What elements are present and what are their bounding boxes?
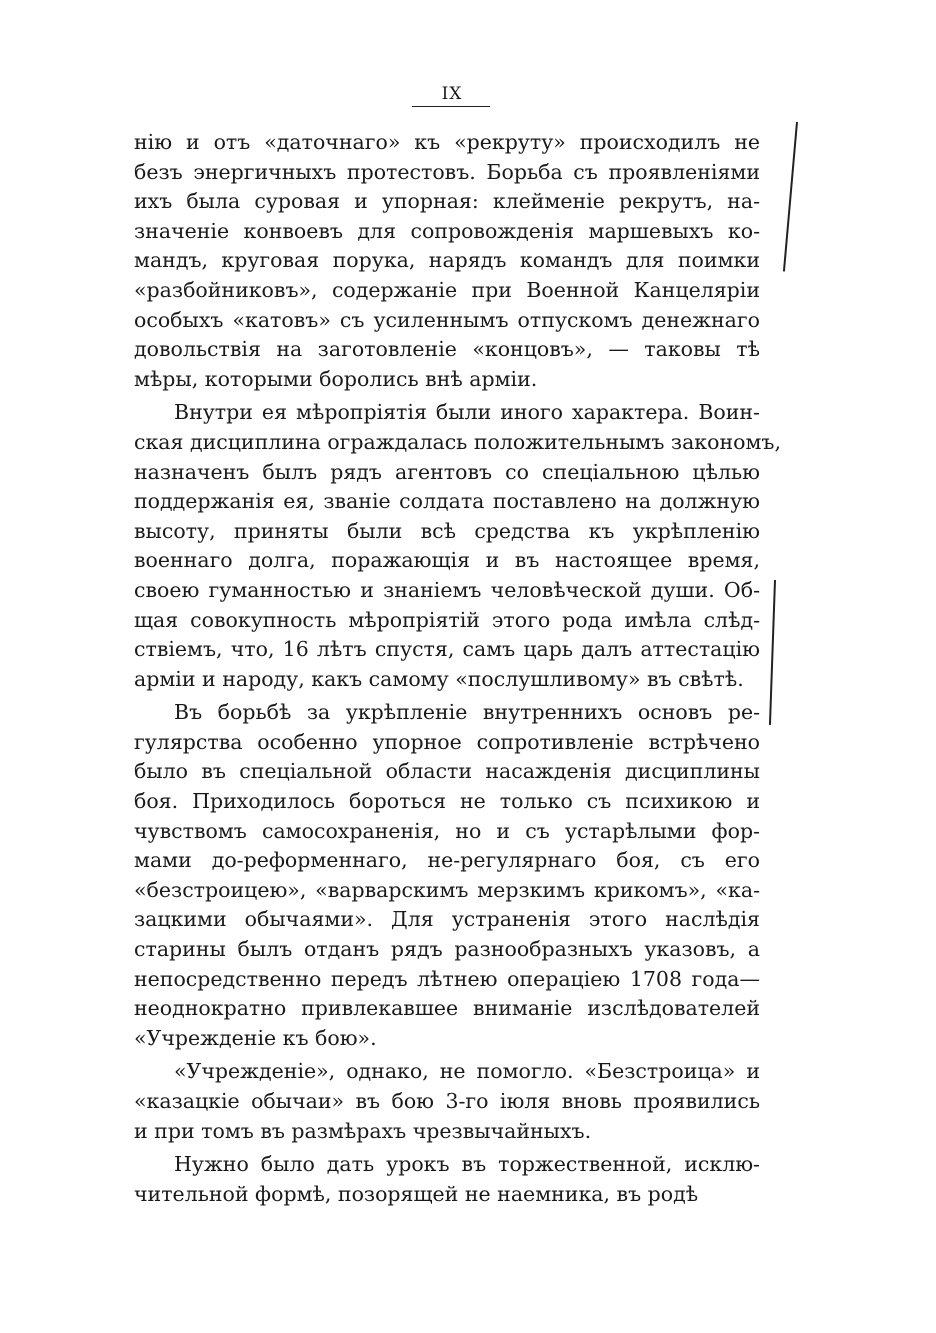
text-line: щая совокупность мѣропріятій этого рода имѣла слѣд- (134, 607, 760, 632)
text-line: «Учрежденіе», однако, не помогло. «Безстроица» и (174, 1059, 760, 1084)
text-line: значеніе конвоевъ для сопровожденія маршевыхъ ко- (134, 218, 760, 243)
text-line: «Учрежденіе къ бою». (134, 1025, 377, 1050)
text-line: ская дисциплина ограждалась положительнымъ закономъ, (134, 429, 781, 454)
paragraph (134, 398, 781, 694)
text-line: и при томъ въ размѣрахъ чрезвычайныхъ. (134, 1118, 592, 1143)
text-line: довольствія на заготовленіе «концовъ», — таковы тѣ (134, 337, 760, 362)
text-line: особыхъ «катовъ» съ усиленнымъ отпускомъ денежнаго (134, 307, 760, 332)
text-line: чувствомъ самосохраненія, но и съ устарѣлыми фор- (134, 818, 760, 843)
text-line: «безстроицею», «варварскимъ мерзкимъ крикомъ», «ка- (134, 877, 760, 902)
text-line: Нужно было дать урокъ въ торжественной, исклю- (174, 1152, 760, 1177)
text-line: поддержанія ея, званіе солдата поставлено на должную (134, 489, 760, 514)
text-line: арміи и народу, какъ самому «послушливому» въ свѣтѣ. (134, 666, 744, 691)
paragraph (134, 1150, 760, 1209)
header-rule (412, 106, 490, 107)
text-line: «разбойниковъ», содержаніе при Военной Канцеляріи (134, 277, 760, 302)
text-line: мами до-реформеннаго, не-регулярнаго боя, съ его (134, 848, 760, 873)
text-line: безъ энергичныхъ протестовъ. Борьба съ проявленіями (134, 159, 760, 184)
text-line: назначенъ былъ рядъ агентовъ со спеціальною цѣлью (134, 459, 760, 484)
text-line: гулярства особенно упорное сопротивленіе встрѣчено (134, 729, 760, 754)
text-line: высоту, приняты были всѣ средства къ укрѣпленію (134, 518, 760, 543)
page-number: IX (441, 84, 463, 104)
paragraph (134, 1057, 760, 1146)
text-line: ихъ была суровая и упорная: клейменіе рекрутъ, на- (134, 189, 760, 214)
text-line: боя. Приходилось бороться не только съ психикою и (134, 789, 760, 814)
text-line: военнаго долга, поражающія и въ настоящее время, (134, 548, 760, 573)
text-line: зацкими обычаями». Для устраненія этого наслѣдія (134, 907, 760, 932)
text-line: чительной формѣ, позорящей не наемника, въ родѣ (134, 1181, 699, 1206)
margin-mark (783, 122, 798, 272)
margin-mark (769, 580, 776, 725)
paragraph (134, 698, 760, 1053)
text-line: было въ спеціальной области насажденія дисциплины (134, 759, 760, 784)
paragraph (134, 128, 760, 394)
text-line: мѣры, которыми боролись внѣ арміи. (134, 366, 538, 391)
text-line: мандъ, круговая порука, нарядъ командъ для поимки (134, 248, 760, 273)
text-line: непосредственно передъ лѣтнею операціею 1708 года— (134, 966, 760, 991)
text-line: Въ борьбѣ за укрѣпленіе внутреннихъ основъ ре- (174, 700, 760, 725)
text-line: старины былъ отданъ рядъ разнообразныхъ указовъ, а (134, 937, 760, 962)
text-line: ствіемъ, что, 16 лѣтъ спустя, самъ царь далъ аттестацію (134, 637, 760, 662)
text-line: Внутри ея мѣропріятія были иного характера. Воин- (174, 400, 760, 425)
text-line: неоднократно привлекавшее вниманіе изслѣдователей (134, 996, 760, 1021)
text-line: «казацкіе обычаи» въ бою 3-го іюля вновь проявились (134, 1089, 760, 1113)
text-line: нію и отъ «даточнаго» къ «рекруту» происходилъ не (134, 130, 760, 154)
text-line: своею гуманностью и знаніемъ человѣческой души. Об- (134, 577, 760, 602)
text-block (134, 128, 781, 1209)
